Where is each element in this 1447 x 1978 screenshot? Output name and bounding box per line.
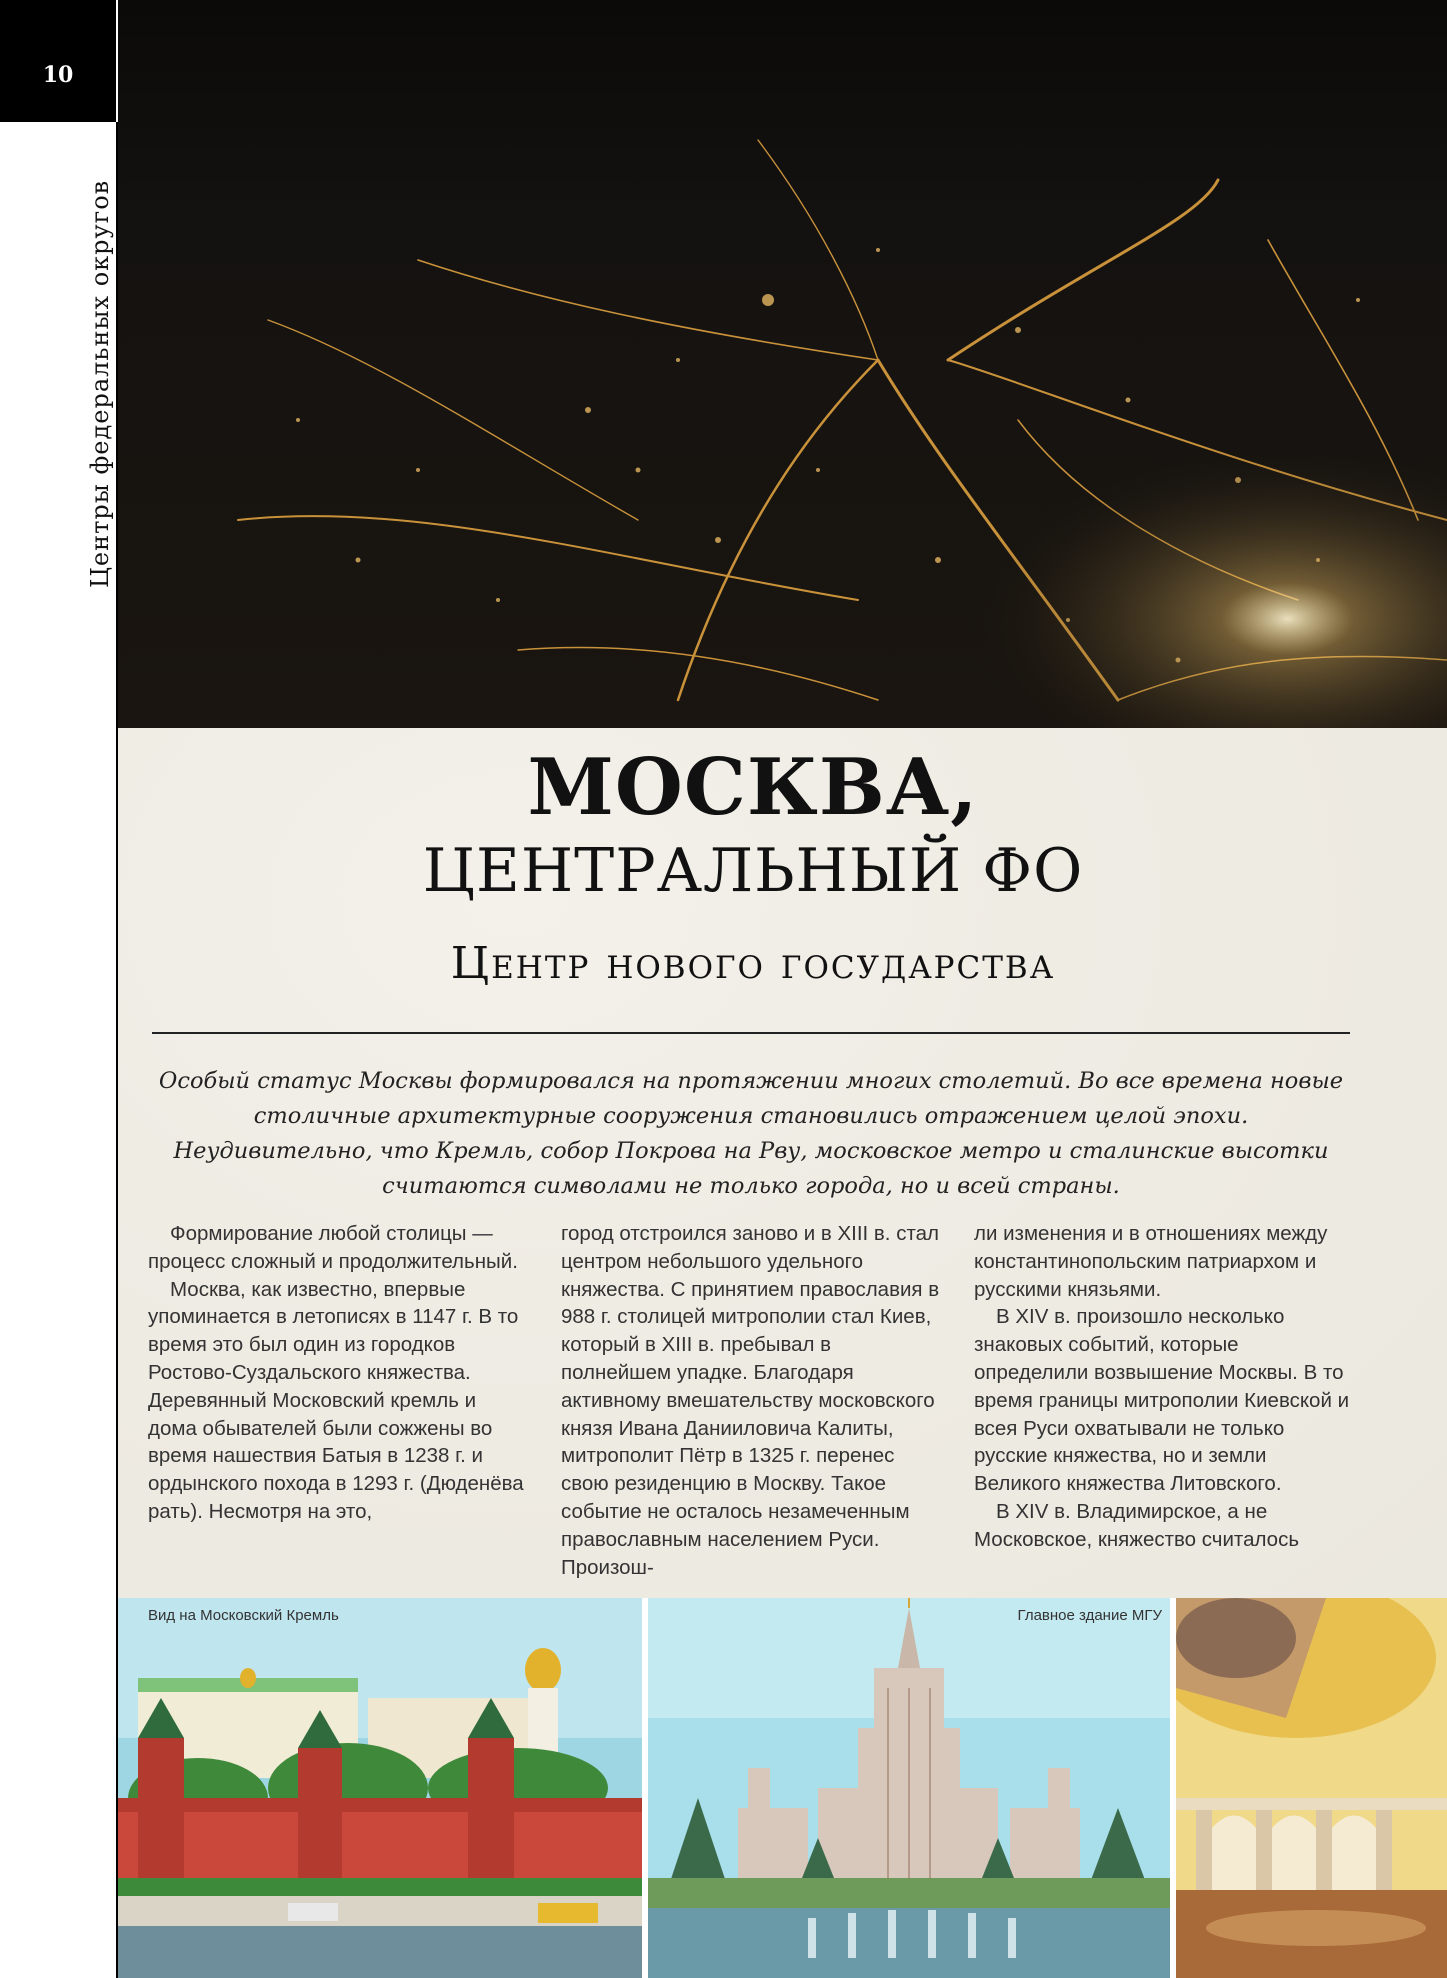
paragraph: Формирование любой столицы — процесс сложный и продолжительный. <box>148 1222 518 1273</box>
msu-caption: Главное здание МГУ <box>1017 1607 1162 1624</box>
metro-station-photo <box>1176 1598 1447 1978</box>
paragraph: Москва, как известно, впервые упоминается в летописях в 1147 г. В то время это был один из городков Ростово-Суздальского княжества. Деревянный Московский кремль и дома обывателей были сожжены во время нашествия Батыя в 1238 г. и ордынского похода в 1293 г. (Дюденёва рать). Несмотря на это, <box>148 1277 524 1523</box>
paragraph: В XIV в. произошло несколько знаковых событий, которые определили возвышение Москвы. В то время границы митрополии Киевской и всея Руси охватывали не только русские княжества, но и земли Великого княжества Литовского. <box>974 1305 1350 1496</box>
text-column-3 <box>974 1220 1356 1554</box>
article-subtitle: Центр нового государства <box>450 938 1056 989</box>
hero-night-city-image <box>118 0 1447 728</box>
paragraph: В XIV в. Владимирское, а не Московское, княжество считалось <box>974 1499 1299 1551</box>
page-number-box <box>0 0 116 122</box>
title-divider <box>152 1032 1350 1034</box>
page-number: 10 <box>42 62 74 88</box>
kremlin-photo <box>118 1598 642 1978</box>
msu-photo <box>648 1598 1170 1978</box>
article-title-line2: ЦЕНТРАЛЬНЫЙ ФО <box>422 836 1084 906</box>
text-column-2 <box>561 1220 943 1581</box>
text-column-1 <box>148 1220 530 1526</box>
lead-paragraph: Особый статус Москвы формировался на протяжении многих столетий. Во все времена новые столичные архитектурные сооружения становились отражением целой эпохи. Неудивительно, что Кремль, собор Покрова на Рву, московское метро и сталинские высотки считаются символами не только города, но и всей страны. <box>158 1068 1344 1199</box>
paragraph: ли изменения и в отношениях между константинопольским патриархом и русскими князьями. <box>974 1222 1328 1301</box>
paragraph: город отстроился заново и в XIII в. стал центром небольшого удельного княжества. С принятием православия в 988 г. столицей митрополии стал Киев, который в XIII в. пребывал в полнейшем упадке. Благодаря активному вмешательству московского князя Ивана Данииловича Калиты, митрополит Пётр в 1325 г. перенес свою резиденцию в Москву. Такое событие не осталось незамеченным православным населением Руси. Произош- <box>561 1222 940 1579</box>
article-title: МОСКВА, <box>527 742 979 833</box>
kremlin-caption: Вид на Московский Кремль <box>148 1607 339 1624</box>
section-title: Центры федеральных округов <box>86 179 114 588</box>
